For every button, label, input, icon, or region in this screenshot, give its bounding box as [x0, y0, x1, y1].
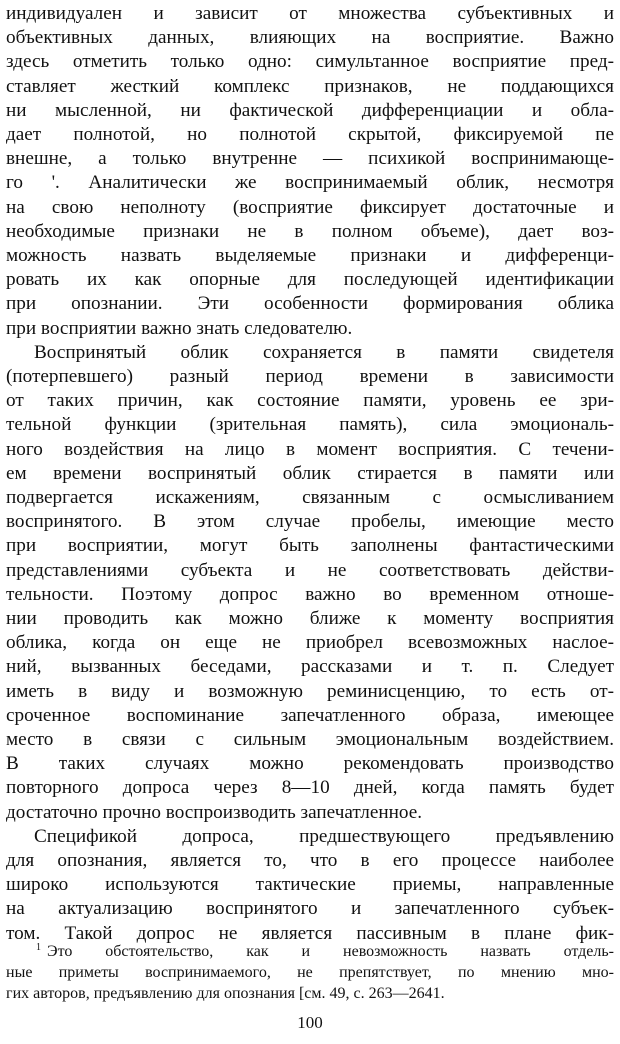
text-line: ного воздействия на лицо в момент восприятия. С течени- [6, 438, 614, 460]
text-line: подвергается искажениям, связанным с осмысливанием [6, 487, 614, 508]
text-line: представлениями субъекта и не соответствовать действи- [6, 559, 614, 581]
text-line: можность назвать выделяемые признаки и дифференци- [6, 245, 614, 266]
text-line: достаточно прочно воспроизводить запечатленное. [6, 801, 423, 823]
text-line: место в связи с сильным эмоциональным воздействием. [6, 729, 614, 750]
text-line: дает полнотой, но полнотой скрытой, фиксируемой пе [6, 124, 614, 145]
text-line: тельной функции (зрительная память), сила эмоциональ- [6, 414, 614, 436]
text-line: широко используются тактические приемы, направленные [6, 874, 614, 896]
text-line: здесь отметить только одно: симультанное восприятие пред- [6, 51, 614, 73]
footnote-mark: 1 [36, 941, 41, 953]
text-line: при восприятии важно знать следователю. [6, 317, 353, 339]
text-line: при опознании. Эти особенности формирования облика [6, 293, 614, 315]
text-line: объективных данных, влияющих на восприятие. Важно [6, 27, 614, 49]
text-line: от таких причин, как состояние памяти, уровень ее зри- [6, 390, 614, 412]
text-line: сроченное воспоминание запечатленного образа, имеющее [6, 704, 614, 726]
text-line: ни мысленной, ни фактической дифференциации и обла- [6, 99, 614, 121]
text-line: облика, когда он еще не приобрел всевозможных наслое- [6, 632, 614, 654]
footnote-line: ные приметы воспринимаемого, не препятствует, по мнению мно- [6, 964, 614, 981]
text-line: го '. Аналитически же воспринимаемый облик, несмотря [6, 172, 614, 194]
text-line: В таких случаях можно рекомендовать производство [6, 753, 614, 775]
text-line: воспринятого. В этом случае пробелы, имеющие место [6, 511, 614, 533]
text-line: индивидуален и зависит от множества субъективных и [6, 3, 614, 24]
text-line: ем времени воспринятый облик стирается в памяти или [6, 462, 614, 484]
text-line: ровать их как опорные для последующей идентификации [6, 269, 614, 291]
text-line: (потерпевшего) разный период времени в зависимости [6, 366, 614, 387]
text-line: ставляет жесткий комплекс признаков, не поддающихся [6, 75, 614, 97]
footnote-line: гих авторов, предъявлению для опознания [см. 49, с. 263—2641. [6, 985, 445, 1002]
text-line: повторного допроса через 8—10 дней, когда память будет [6, 777, 614, 799]
text-line: иметь в виду и возможную реминисценцию, то есть от- [6, 680, 614, 702]
text-line: тельности. Поэтому допрос важно во временном отноше- [6, 583, 614, 605]
text-line: для опознания, является то, что в его процессе наиболее [6, 850, 614, 871]
footnote-line [36, 941, 614, 962]
page-number: 100 [297, 1013, 323, 1032]
text-line: при восприятии, могут быть заполнены фантастическими [6, 535, 614, 557]
text-line: ний, вызванных беседами, рассказами и т. п. Следует [6, 656, 614, 678]
text-line: внешне, а только внутренне — психикой воспринимающе- [6, 148, 614, 170]
footnote-text: Это обстоятельство, как и невозможность назвать отдель- [47, 943, 614, 960]
text-line: необходимые признаки не в полном объеме), дает воз- [6, 220, 614, 242]
text-line: Воспринятый облик сохраняется в памяти свидетеля [34, 341, 614, 363]
text-line: на актуализацию воспринятого и запечатленного субъек- [6, 898, 614, 920]
text-line: на свою неполноту (восприятие фиксирует достаточные и [6, 196, 614, 218]
text-line: том. Такой допрос не является пассивным в плане фик- [6, 922, 614, 944]
text-line: Спецификой допроса, предшествующего предъявлению [34, 825, 614, 847]
text-line: нии проводить как можно ближе к моменту восприятия [6, 608, 614, 629]
